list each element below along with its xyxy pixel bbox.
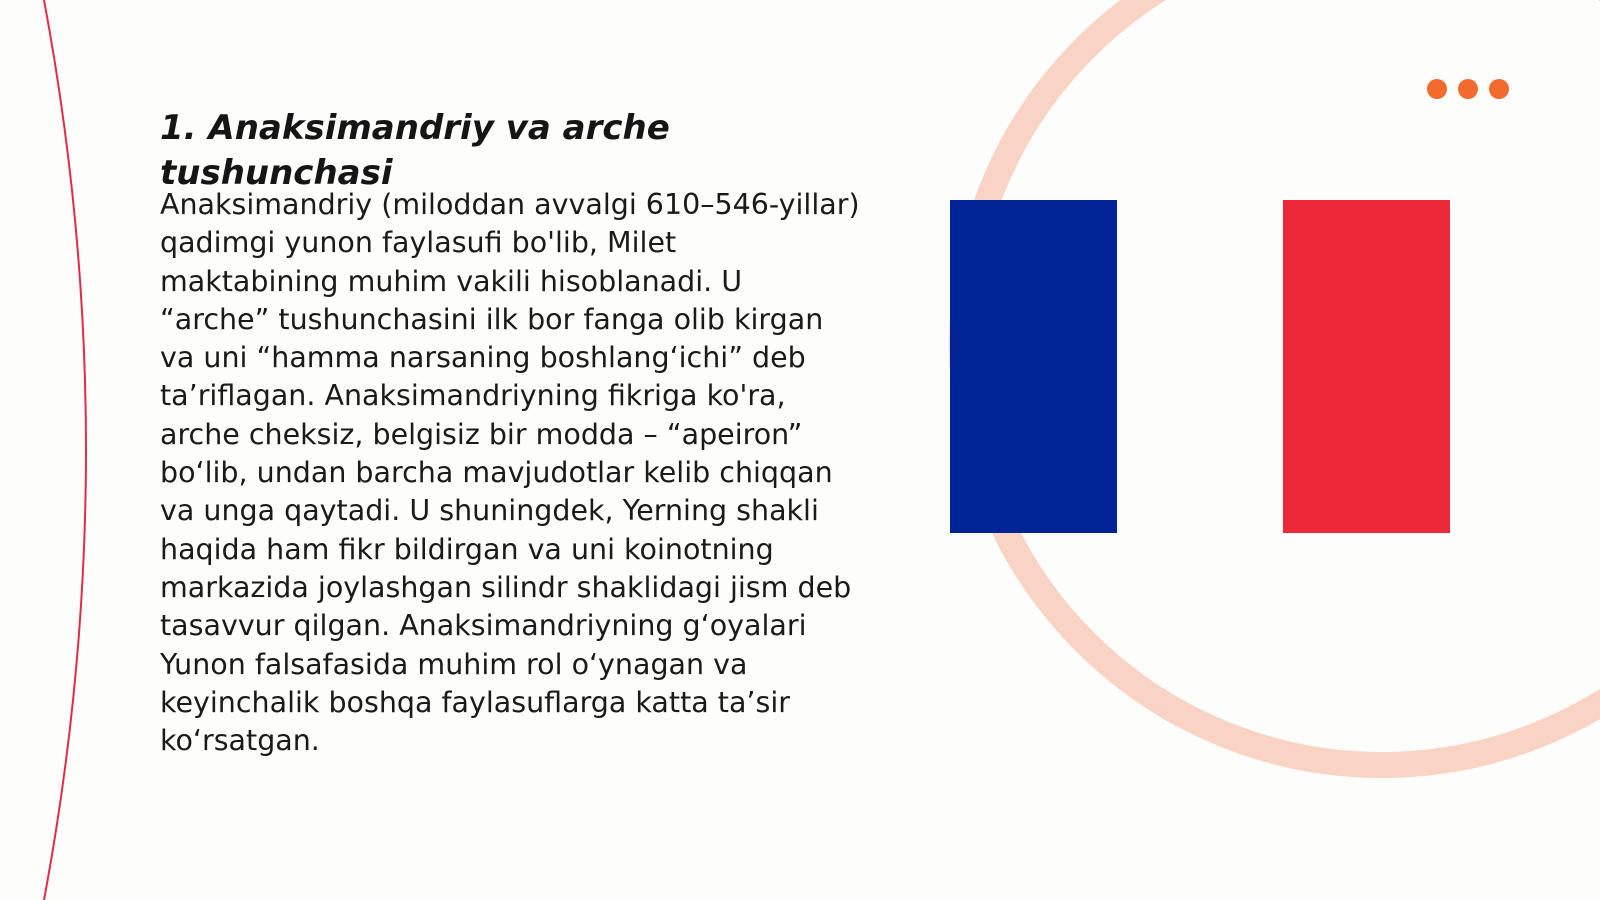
flag-red-stripe: [1283, 200, 1450, 533]
dot-icon: [1427, 79, 1447, 99]
accent-curve-line: [44, 0, 86, 900]
slide-title: 1. Anaksimandriy va arche tushunchasi: [160, 108, 670, 193]
decorative-dots: [1427, 79, 1509, 99]
dot-icon: [1458, 79, 1478, 99]
flag-blue-stripe: [950, 200, 1117, 533]
slide-body-text: Anaksimandriy (miloddan avvalgi 610–546-yillar) qadimgi yunon faylasufi bo'lib, Milet maktabining muhim vakili hisoblanadi. U “arche” tushunchasini ilk bor fanga olib kirgan va uni “hamma narsaning boshlang‘ichi” deb ta’riflagan. Anaksimandriyning fikriga ko'ra, arche cheksiz, belgisiz bir modda – “apeiron” bo‘lib, undan barcha mavjudotlar kelib chiqqan va unga qaytadi. U shuningdek, Yerning shakli haqida ham fikr bildirgan va uni koinotning markazida joylashgan silindr shaklidagi jism deb tasavvur qilgan. Anaksimandriyning g‘oyalari Yunon falsafasida muhim rol o‘ynagan va keyinchalik boshqa faylasuflarga katta ta’sir ko‘rsatgan.: [160, 188, 860, 758]
dot-icon: [1489, 79, 1509, 99]
